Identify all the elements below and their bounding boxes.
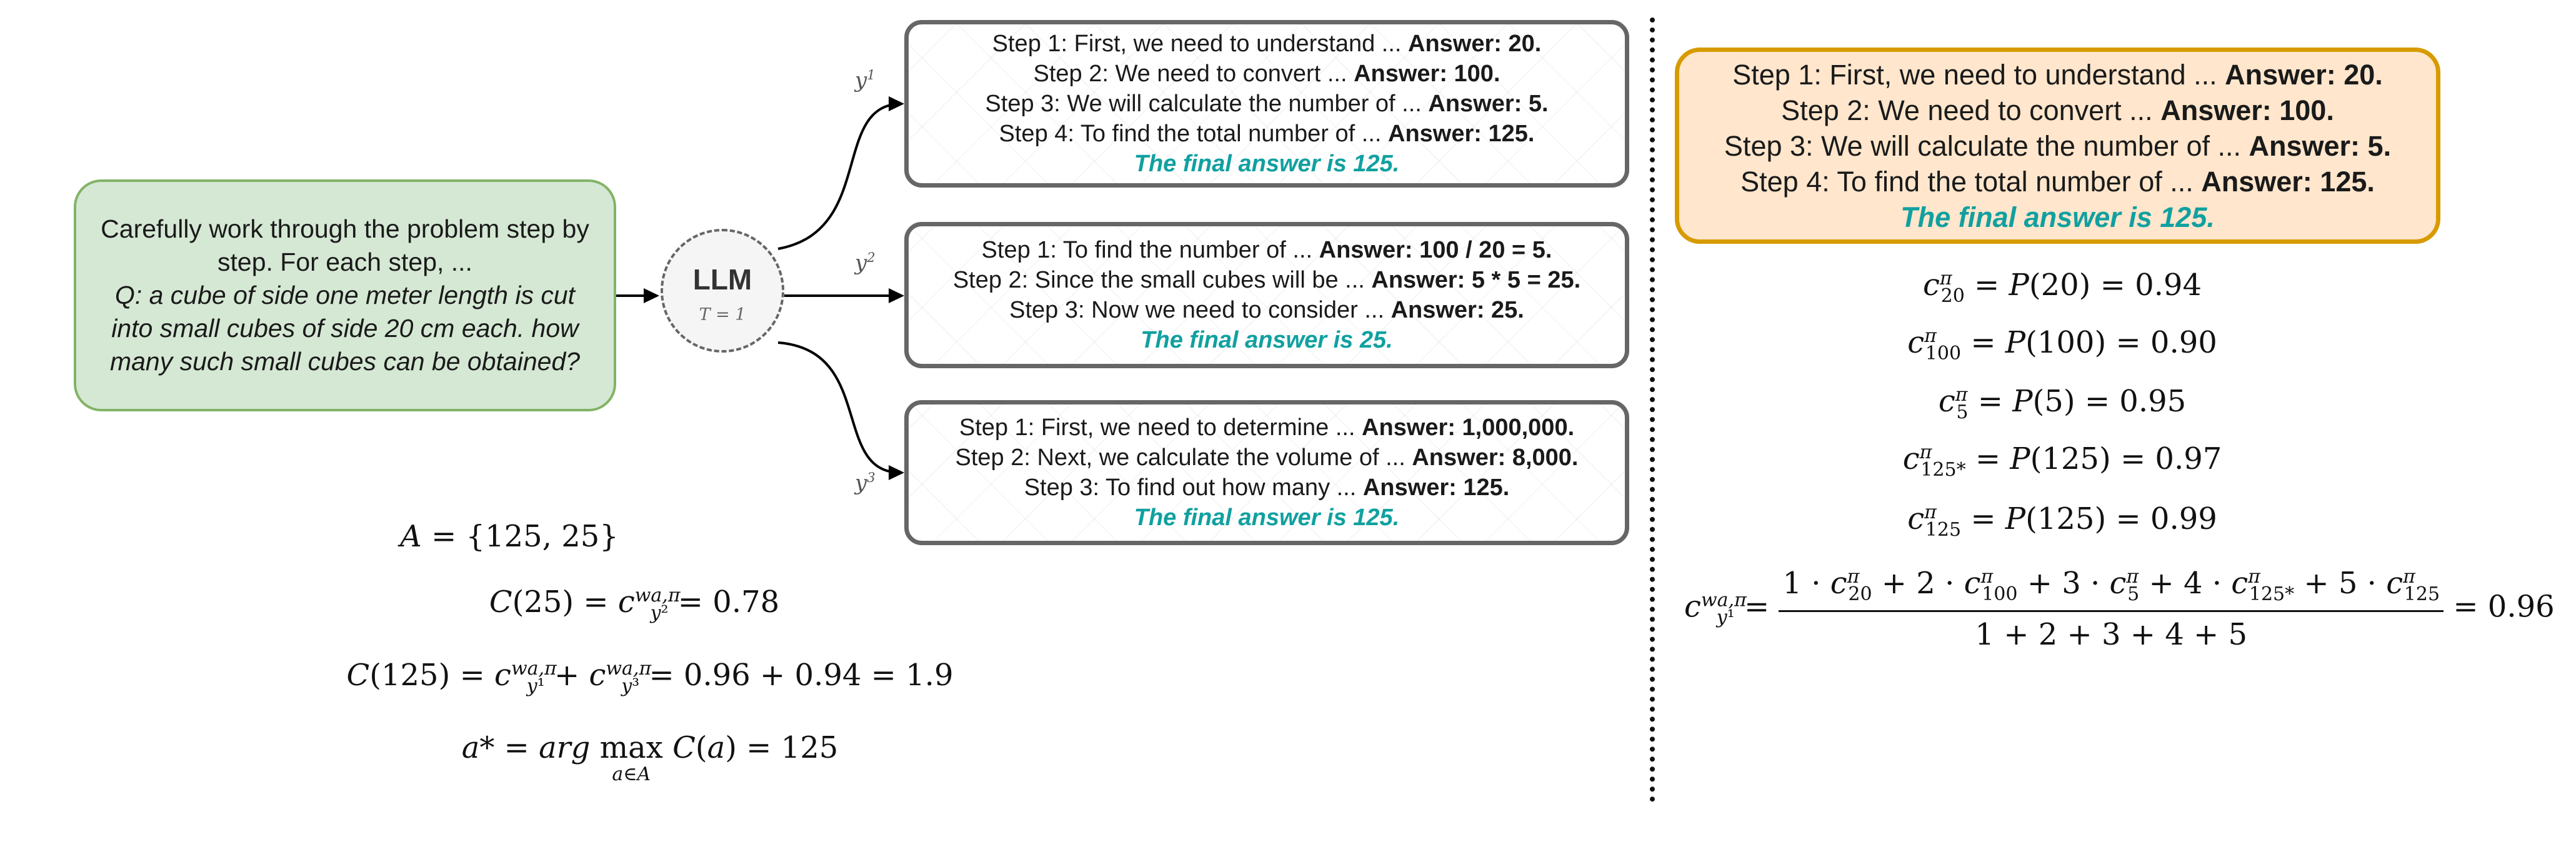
- highlighted-response-box: [1675, 48, 2440, 244]
- response-step: Step 3: To find out how many ... Answer: 125.: [1024, 475, 1510, 501]
- highlighted-step: Step 2: We need to convert ... Answer: 100.: [1781, 94, 2334, 126]
- weighted-numerator: $1 \cdot c^\pi_{20} + 2 \cdot c^\pi_{100} + 3 \cdot c^\pi_5 + 4 \cdot c^\pi_{125*} + 5 \cdot c^\pi_{125}$: [1779, 566, 2444, 612]
- response-step: Step 3: Now we need to consider ... Answer: 25.: [1009, 297, 1524, 323]
- response-final-answer: The final answer is 125.: [1134, 151, 1400, 177]
- response-box-y2: [904, 222, 1629, 368]
- response-step: Step 4: To find the total number of ... Answer: 125.: [999, 121, 1535, 147]
- confidence-final-equation: $c^\pi_{125} = P(125) = 0.99$: [1907, 501, 2217, 541]
- arrowhead-prompt: [644, 288, 659, 303]
- answer-set-equation: A = {125, 25}: [400, 519, 619, 554]
- prompt-instruction: Carefully work through the problem step by step. For each step, ...: [101, 214, 589, 276]
- response-box-y1: [904, 20, 1629, 188]
- weighted-fraction: [1779, 566, 2444, 652]
- edge-label-y2: $y^2$: [855, 250, 876, 276]
- response-step: Step 2: Since the small cubes will be ... Answer: 5 * 5 = 25.: [952, 267, 1581, 293]
- response-final-answer: The final answer is 25.: [1141, 327, 1393, 353]
- response-step: Step 1: First, we need to determine ... Answer: 1,000,000.: [959, 414, 1575, 441]
- confidence-step4-equation: $c^\pi_{125*} = P(125) = 0.97$: [1902, 441, 2222, 481]
- arrowhead-y3: [889, 465, 904, 480]
- edge-label-y1: $y^1$: [855, 68, 876, 93]
- confidence-step1-equation: $c^\pi_{20} = P(20) = 0.94$: [1923, 268, 2202, 307]
- llm-temperature: T = 1: [699, 304, 746, 324]
- confidence-step3-equation: $c^\pi_5 = P(5) = 0.95$: [1938, 384, 2187, 423]
- dotted-divider: [1650, 18, 1655, 802]
- highlighted-step: Step 3: We will calculate the number of ... Answer: 5.: [1724, 129, 2392, 162]
- highlighted-step: Step 1: First, we need to understand ... Answer: 20.: [1732, 58, 2383, 91]
- argmax-equation: a* = arg max a∈A C(a) = 125: [461, 730, 839, 785]
- response-final-answer: The final answer is 125.: [1134, 505, 1400, 531]
- response-step: Step 2: We need to convert ... Answer: 100.: [1033, 61, 1500, 87]
- llm-node: [661, 229, 784, 353]
- response-box-y3: [904, 400, 1629, 545]
- confidence-step2-equation: $c^\pi_{100} = P(100) = 0.90$: [1907, 325, 2217, 364]
- prompt-box: [74, 179, 616, 411]
- response-step: Step 1: To find the number of ... Answer: 100 / 20 = 5.: [981, 237, 1552, 263]
- arrowhead-y1: [889, 96, 904, 111]
- llm-label: LLM: [692, 263, 752, 296]
- response-step: Step 3: We will calculate the number of ... Answer: 5.: [985, 91, 1549, 117]
- prompt-question: Q: a cube of side one meter length is cut into small cubes of side 20 cm each. how many such small cubes can be obtained?: [109, 281, 581, 376]
- weighted-denominator: 1 + 2 + 3 + 4 + 5: [1975, 616, 2248, 652]
- edge-label-y3: $y^3$: [855, 470, 876, 496]
- weighted-confidence-equation: $c^{wa,\pi}_{y^1}$ = $\frac{1 \cdot c^\pi_{20} + 2 \cdot c^\pi_{100} + 3 \cdot c^\pi_5 + 4 \cdot c^\pi_{125*} + 5 \cdot c^\pi_{125}}{1 + 2 + 3 + 4 + 5}$ = 0.96: [1684, 566, 2555, 652]
- highlighted-step: Step 4: To find the total number of ... Answer: 125.: [1740, 165, 2375, 198]
- consistency-125-equation: $C(125) = c^{wa,\pi}_{y^1} + c^{wa,\pi}_{y^3} = 0.96 + 0.94 = 1.9$: [346, 658, 954, 697]
- response-step: Step 1: First, we need to understand ... Answer: 20.: [992, 31, 1542, 57]
- arrow-llm-to-y1: [778, 104, 900, 249]
- highlighted-final-answer: The final answer is 125.: [1900, 201, 2215, 233]
- arrowhead-y2: [889, 288, 904, 303]
- arrow-llm-to-y3: [778, 343, 900, 473]
- consistency-25-equation: $C(25) = c^{wa,\pi}_{y^2} = 0.78$: [489, 585, 780, 624]
- response-step: Step 2: Next, we calculate the volume of ... Answer: 8,000.: [955, 445, 1579, 471]
